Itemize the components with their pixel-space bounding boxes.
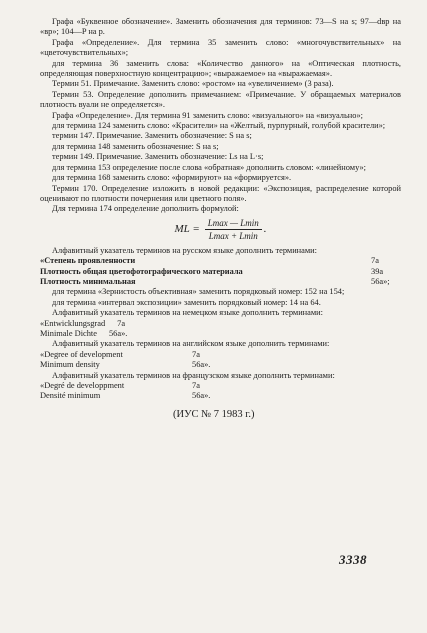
- formula-lhs: ML =: [174, 223, 200, 236]
- paragraph: Термин 51. Примечание. Заменить слово: «ростом» на «увеличением» (3 раза).: [52, 79, 334, 89]
- paragraph: для термина 153 определение после слова «обратная» дополнить словом: «линейному»;: [52, 162, 367, 172]
- paragraph: для термина «Зернистость объективная» заменить порядковый номер: 152 на 154;: [52, 287, 345, 297]
- paragraph: Графа «Определение». Для термина 35 заменить слово: «многочувствительных» на «цветочувствительных»;: [40, 37, 401, 58]
- paragraph: Графа «Определение». Для термина 91 заменить слово: «визуального» на «визуально»;: [52, 110, 363, 120]
- index-code: 7а: [117, 318, 126, 328]
- paragraph: термин 149. Примечание. Заменить обозначение: Ls на L·s;: [52, 152, 264, 162]
- index-code: 7а: [371, 256, 379, 266]
- index-entry: [40, 329, 401, 339]
- index-term: Densité minimum: [40, 391, 101, 401]
- index-code: 56а».: [192, 360, 211, 370]
- index-entry: [40, 277, 401, 287]
- german-index-list: [40, 319, 401, 340]
- french-index-intro: Алфавитный указатель терминов на французском языке дополнить терминами:: [52, 370, 335, 380]
- paragraph: Алфавитный указатель терминов на немецком языке дополнить терминами:: [52, 308, 323, 318]
- index-code: 7а: [192, 381, 200, 390]
- index-code: 56а».: [192, 391, 211, 401]
- paragraph: Термин 170. Определение изложить в новой редакции: «Экспозиция, распределение которой оценивают по плотности почернения или цветного поля».: [40, 183, 401, 203]
- index-code: 7а: [192, 349, 200, 359]
- index-code: 56а»;: [371, 276, 390, 286]
- formula-denominator: Lmax + Lmin: [208, 230, 258, 241]
- index-term: «Entwicklungsgrad: [40, 318, 106, 328]
- paragraph: для термина 148 заменить обозначение: S на s;: [52, 141, 219, 151]
- contrast-formula: [40, 217, 401, 242]
- formula-numerator: Lmax — Lmin: [205, 217, 262, 230]
- index-term: «Degré de developpment: [40, 381, 125, 390]
- formula-fraction: [205, 217, 262, 242]
- index-term: «Degree of development: [40, 349, 123, 359]
- paragraph: для термина «интервал экспозиции» заменить порядковый номер: 14 на 64.: [52, 297, 321, 307]
- index-entry: [40, 267, 401, 277]
- page-number: 3338: [339, 552, 367, 567]
- amendments-mid: [40, 287, 401, 318]
- index-term: Плотность общая цветофотографического материала: [40, 266, 243, 276]
- paragraph: Для термина 174 определение дополнить формулой:: [52, 204, 239, 214]
- index-entry: [40, 360, 401, 370]
- formula-end: .: [263, 223, 267, 236]
- index-code: 56а».: [108, 328, 128, 338]
- english-index-list: [40, 350, 401, 371]
- russian-index-intro: Алфавитный указатель терминов на русском языке дополнить терминами:: [52, 245, 317, 255]
- source-reference: (ИУС № 7 1983 г.): [173, 408, 255, 420]
- index-entry: [40, 391, 401, 401]
- paragraph: для термина 168 заменить слово: «формируют» на «формируется».: [52, 173, 292, 183]
- english-index-intro: Алфавитный указатель терминов на английском языке дополнить терминами:: [52, 339, 330, 349]
- index-term: Minimum density: [40, 360, 100, 370]
- paragraph: Термин 53. Определение дополнить примечанием: «Примечание. У обращаемых материалов плотность вуали не определяется».: [40, 89, 401, 110]
- french-index-list: [40, 381, 401, 402]
- paragraph: термин 147. Примечание. Заменить обозначение: S на s;: [52, 131, 252, 141]
- index-term: «Степень проявленности: [40, 256, 136, 266]
- index-entry: [40, 319, 401, 329]
- index-entry: [40, 350, 401, 360]
- index-term: Плотность минимальная: [40, 276, 136, 286]
- paragraph: Графа «Буквенное обозначение». Заменить обозначения для терминов: 73—S на s; 97—dвр на «вр»; 104—P на p.: [40, 17, 401, 37]
- index-term: Minimale Dichte: [40, 328, 97, 338]
- index-entry: [40, 256, 401, 266]
- index-entry: [40, 381, 401, 391]
- russian-index-list: [40, 256, 401, 287]
- paragraph: для термина 124 заменить слово: «Красители» на «Желтый, пурпурный, голубой красители»;: [52, 121, 386, 131]
- paragraph: для термина 36 заменить слова: «Количество данного» на «Оптическая плотность, определяющая поверхностную концентрацию»; «выражаемое» на «выражаемая».: [40, 58, 401, 79]
- amendments-top: [40, 17, 401, 215]
- index-code: 39а: [371, 266, 384, 276]
